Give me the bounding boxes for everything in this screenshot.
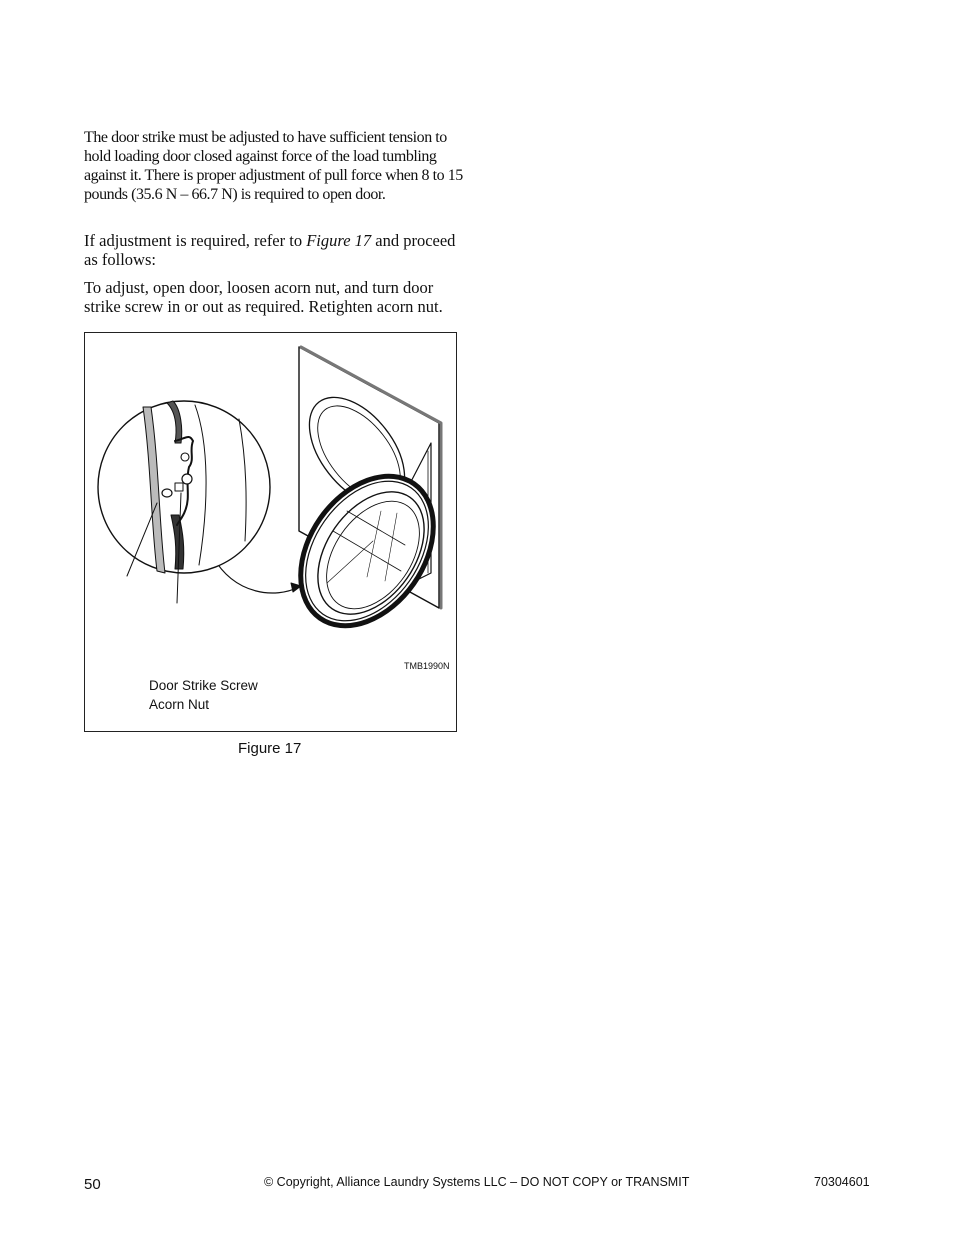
reference-text-before: If adjustment is required, refer to bbox=[84, 231, 307, 250]
door-strike-illustration bbox=[85, 333, 456, 731]
document-number: 70304601 bbox=[814, 1175, 870, 1189]
figure-code: TMB1990N bbox=[404, 661, 450, 671]
callout-acorn-nut: Acorn Nut bbox=[149, 697, 210, 712]
page-number: 50 bbox=[84, 1176, 101, 1193]
figure-reference-link: Figure 17 bbox=[306, 231, 372, 250]
figure-caption: Figure 17 bbox=[238, 740, 302, 757]
reference-text-after: and proceed as follows: bbox=[84, 231, 456, 269]
figure-frame bbox=[84, 332, 457, 732]
copyright-notice: © Copyright, Alliance Laundry Systems LLC – DO NOT COPY or TRANSMIT bbox=[264, 1175, 690, 1189]
procedure-paragraph: To adjust, open door, loosen acorn nut, and turn door strike screw in or out as required. Retighten acorn nut. bbox=[84, 278, 443, 316]
reference-paragraph bbox=[84, 231, 464, 269]
intro-paragraph: The door strike must be adjusted to have sufficient tension to hold loading door closed against force of the load tumbling against it. There is proper adjustment of pull force when 8 to 15 pounds (35.6 N – 66.7 N) is required to open door. bbox=[84, 129, 463, 203]
callout-door-strike-screw: Door Strike Screw bbox=[149, 678, 258, 693]
